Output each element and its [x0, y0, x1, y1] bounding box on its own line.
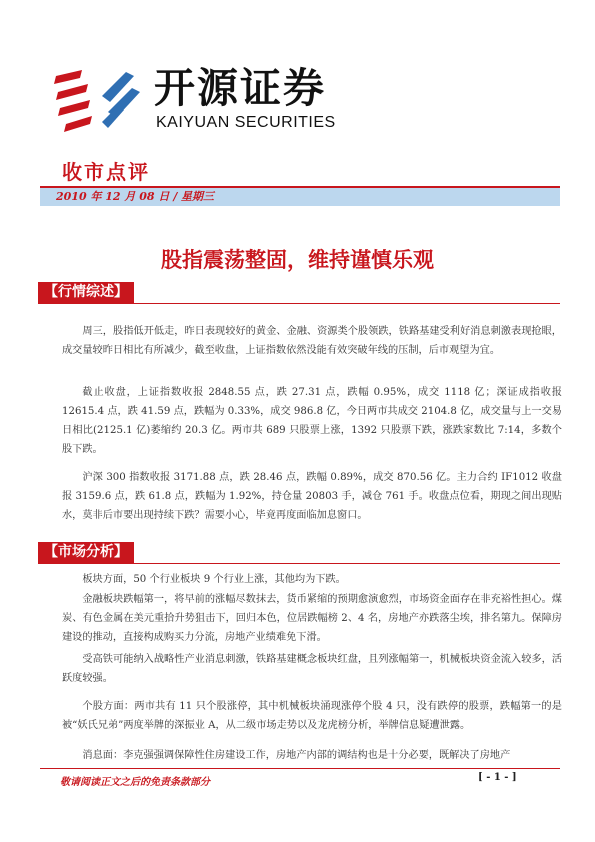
paragraph: 板块方面，50 个行业板块 9 个行业上涨，其他均为下跌。: [82, 574, 346, 585]
section-header-analysis: [38, 542, 560, 564]
footer-divider: [40, 768, 560, 769]
section-header-overview: [38, 282, 560, 304]
page-title: 股指震荡整固，维持谨慎乐观: [161, 248, 434, 272]
page-number: [ - 1 - ]: [478, 772, 517, 783]
paragraph: 个股方面：两市共有 11 只个股涨停，其中机械板块涌现涨停个股 4 只，没有跌停的股票，跌幅第一的是被“妖氏兄弟”两度举牌的深振业 A，从二级市场走势以及龙虎榜分析，举牌信息疑遭泄露。: [62, 701, 562, 731]
paragraph: 截止收盘，上证指数收报 2848.55 点，跌 27.31 点，跌幅 0.95%，成交 1118 亿；深证成指收报 12615.4 点，跌 41.59 点，跌幅为 0.33%，成交 986.8 亿，今日两市共成交 2104.8 亿，成交量与上一交易日相比(2125.1 亿)萎缩约 20.3 亿。两市共 689 只股票上涨，1392 只股票下跌，涨跌家数比 7:14，多数个股下跌。: [62, 387, 562, 455]
section-label: 【行情综述】: [38, 282, 134, 303]
paragraph: 周三，股指低开低走，昨日表现较好的黄金、金融、资源类个股领跌，铁路基建受利好消息刺激表现抢眼，成交量较昨日相比有所减少，截至收盘，上证指数依然没能有效突破年线的压制，后市观望为宜。: [62, 326, 562, 356]
report-date: 2010 年 12 月 08 日 / 星期三: [56, 190, 215, 203]
logo-chinese-name: 开源证券: [154, 64, 326, 112]
paragraph: 消息面：李克强强调保障性住房建设工作，房地产内部的调结构也是十分必要，既解决了房地产: [82, 750, 511, 761]
company-logo-icon: [52, 66, 144, 138]
footer-disclaimer: 敬请阅读正文之后的免责条款部分: [60, 777, 210, 788]
logo-english-name: KAIYUAN SECURITIES: [156, 114, 336, 131]
section-label: 【市场分析】: [38, 542, 134, 563]
paragraph: 金融板块跌幅第一，将早前的涨幅尽数抹去，货币紧缩的预期愈演愈烈，市场资金面存在非充裕性担心。煤炭、有色金属在美元重拾升势狙击下，回归本色，位居跌幅榜 2、4 名，房地产亦跌落尘埃，排名第九。保障房建设的推动，直接构成购买力分流，房地产业绩难免下滑。: [62, 594, 562, 643]
report-type: 收市点评: [62, 160, 150, 184]
paragraph: 沪深 300 指数收报 3171.88 点，跌 28.46 点，跌幅 0.89%，成交 870.56 亿。主力合约 IF1012 收盘报 3159.6 点，跌 61.8 点，跌幅为 1.92%，持仓量 20803 手，减仓 761 手。收盘点位看，期现之间出现贴水，莫非后市要出现持续下跌？需要小心，毕竟再度面临加息窗口。: [62, 472, 562, 521]
paragraph: 受高铁可能纳入战略性产业消息刺激，铁路基建概念板块红盘，且列涨幅第一，机械板块资金流入较多，活跃度较强。: [62, 654, 562, 684]
